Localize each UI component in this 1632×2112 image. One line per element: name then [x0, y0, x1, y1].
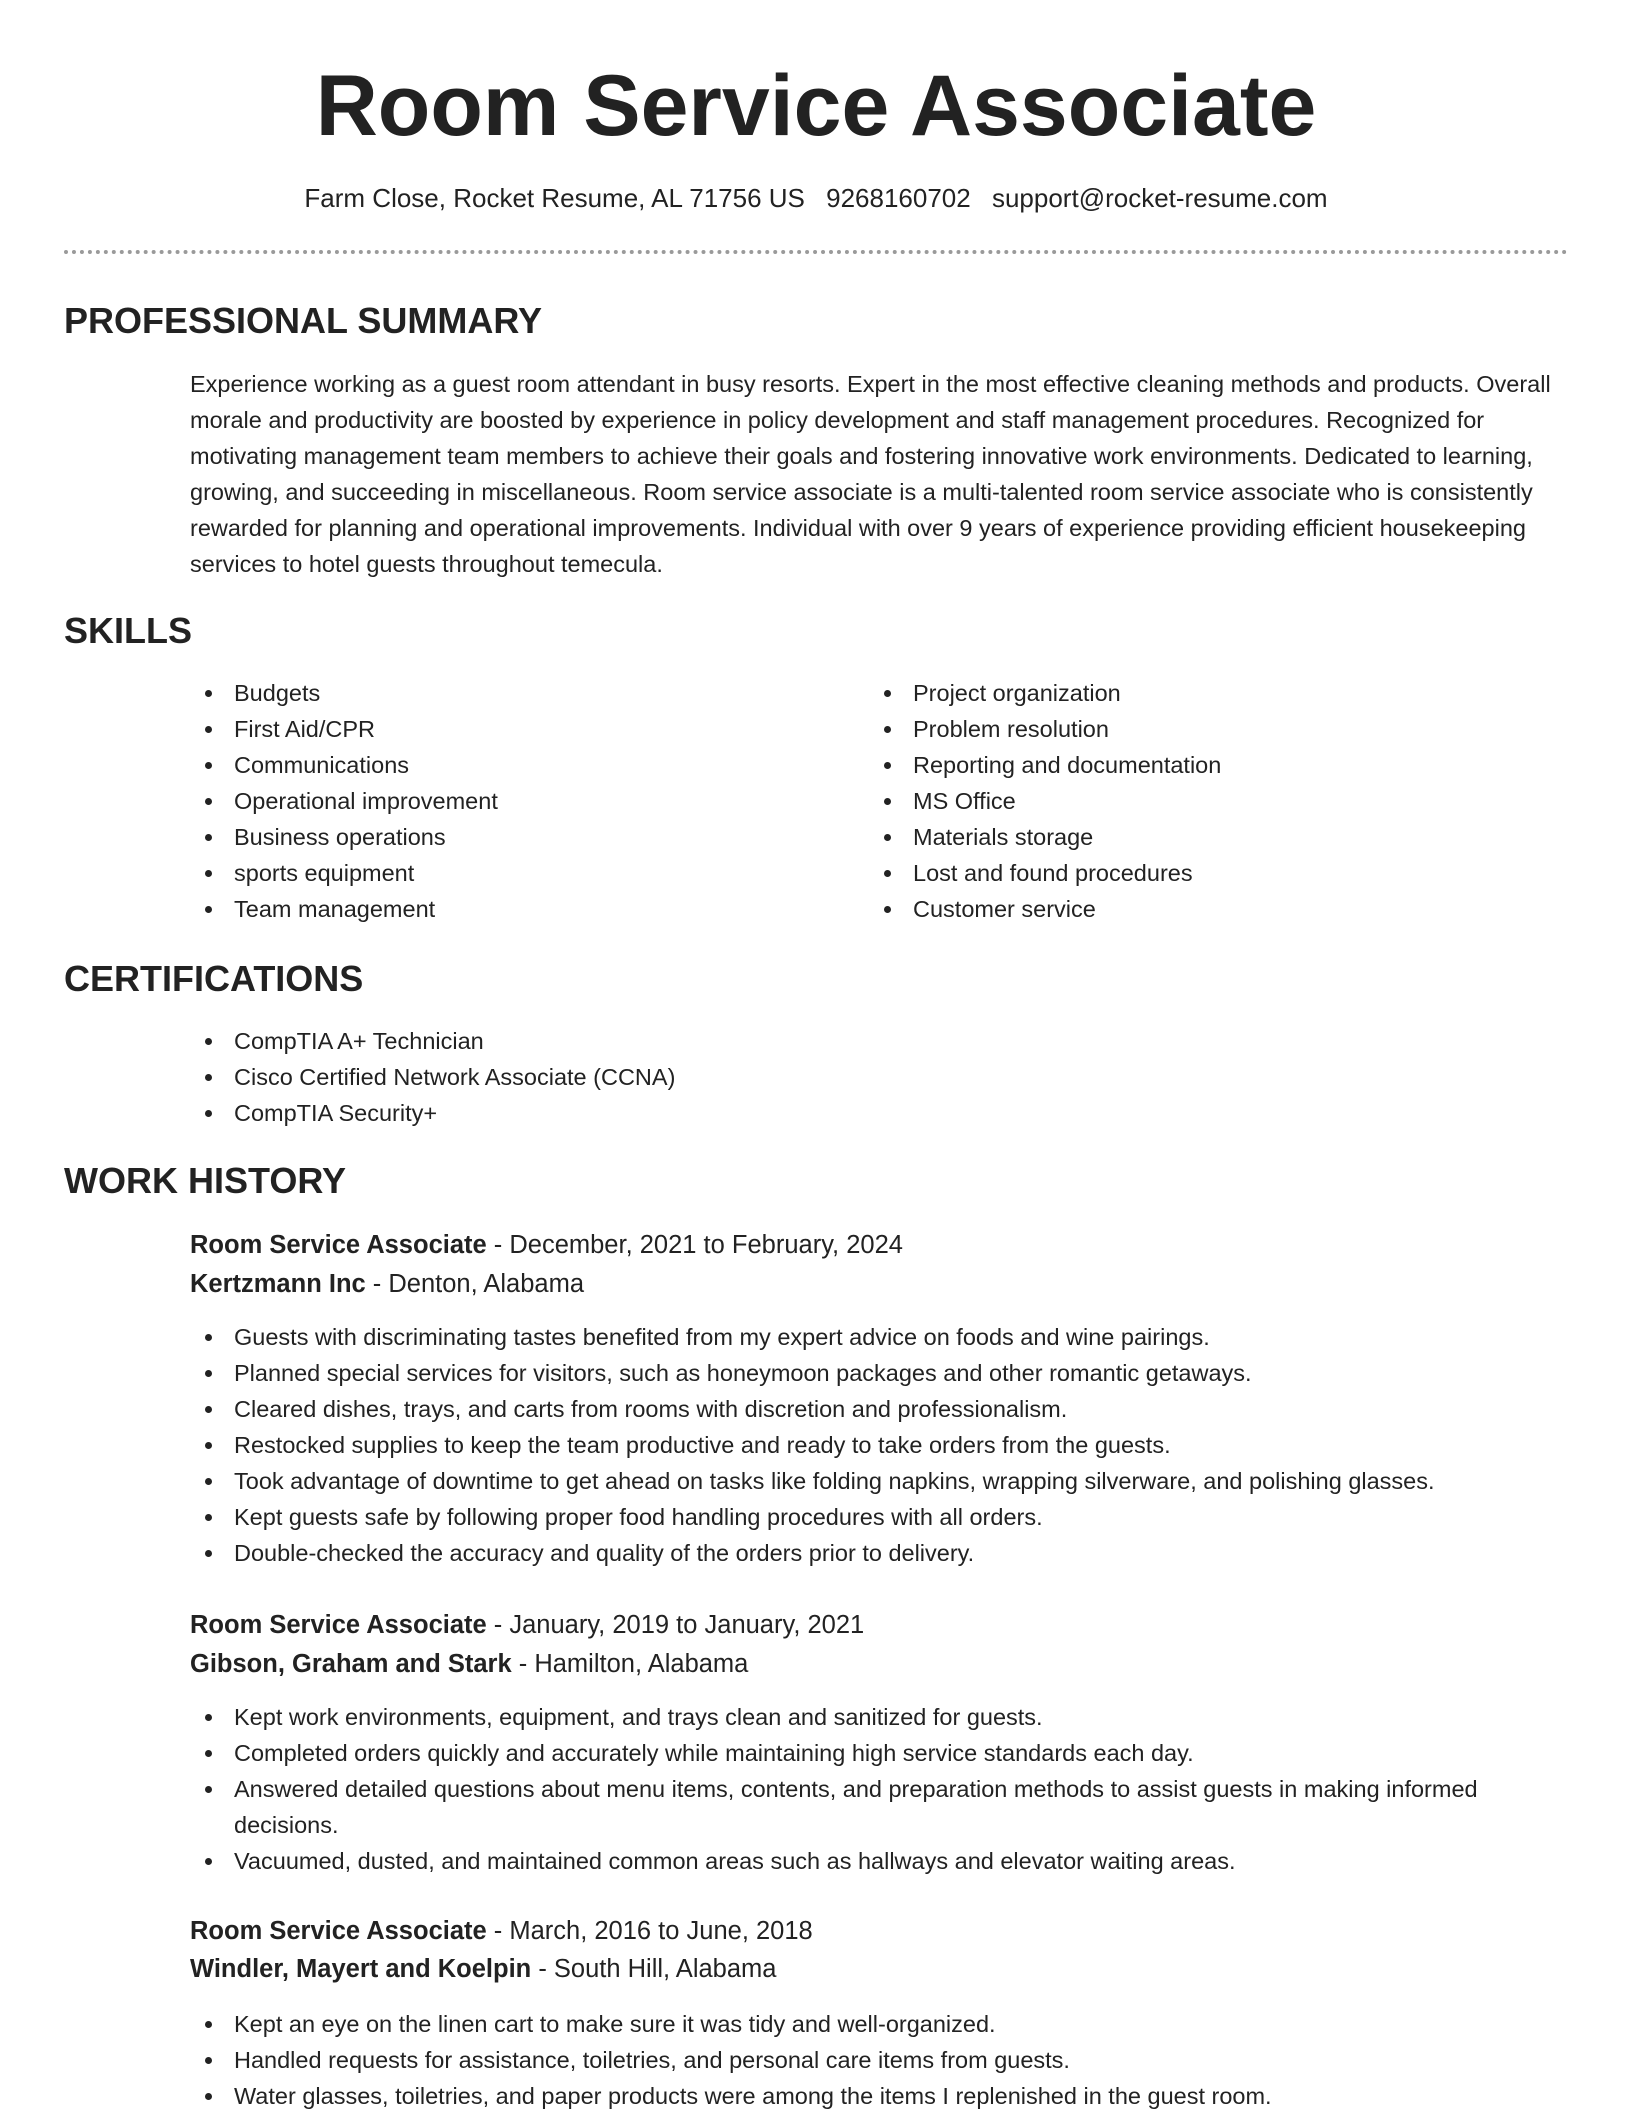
- job-bullet: Handled requests for assistance, toiletries, and personal care items from guests.: [190, 2042, 1565, 2078]
- certification-item: CompTIA Security+: [190, 1095, 1560, 1131]
- job-bullet: Kept work environments, equipment, and trays clean and sanitized for guests.: [190, 1699, 1565, 1735]
- job-dates: - March, 2016 to June, 2018: [486, 1917, 813, 1945]
- contact-phone: 9268160702: [826, 183, 971, 213]
- skill-item: Lost and found procedures: [869, 855, 1559, 891]
- job-bullet: Planned special services for visitors, such as honeymoon packages and other romantic getaways.: [190, 1355, 1565, 1391]
- job-title-line: [190, 1912, 813, 1950]
- job-bullets: [190, 1319, 1565, 1571]
- job-bullet: Kept guests safe by following proper food handling procedures with all orders.: [190, 1499, 1565, 1535]
- job-bullet: Kept an eye on the linen cart to make sure it was tidy and well-organized.: [190, 2006, 1565, 2042]
- contact-email: support@rocket-resume.com: [991, 183, 1328, 213]
- skill-item: sports equipment: [190, 855, 810, 891]
- job-company: Gibson, Graham and Stark: [190, 1650, 512, 1678]
- job-bullet: Double-checked the accuracy and quality of the orders prior to delivery.: [190, 1535, 1565, 1571]
- skill-item: Materials storage: [869, 819, 1559, 855]
- job-bullet: Water glasses, toiletries, and paper products were among the items I replenished in the guest room.: [190, 2078, 1565, 2112]
- skills-list-left: [190, 675, 810, 927]
- job-bullet: Vacuumed, dusted, and maintained common areas such as hallways and elevator waiting areas.: [190, 1843, 1565, 1879]
- skill-item: Project organization: [869, 675, 1559, 711]
- job-bullet: Guests with discriminating tastes benefited from my expert advice on foods and wine pairings.: [190, 1319, 1565, 1355]
- job-bullets: [190, 2006, 1565, 2112]
- job-company: Windler, Mayert and Koelpin: [190, 1955, 532, 1983]
- job-company-line: [190, 1645, 748, 1683]
- skill-item: Reporting and documentation: [869, 747, 1559, 783]
- skill-item: Team management: [190, 891, 810, 927]
- job-title: Room Service Associate: [190, 1231, 487, 1259]
- certification-item: Cisco Certified Network Associate (CCNA): [190, 1059, 1560, 1095]
- certification-item: CompTIA A+ Technician: [190, 1023, 1560, 1059]
- contact-address: Farm Close, Rocket Resume, AL 71756 US: [304, 183, 805, 213]
- job-dates: - December, 2021 to February, 2024: [486, 1231, 903, 1259]
- job-bullets: [190, 1699, 1565, 1879]
- job-location: - Denton, Alabama: [365, 1270, 584, 1298]
- skill-item: Business operations: [190, 819, 810, 855]
- job-title: Room Service Associate: [190, 1611, 487, 1639]
- job-bullet: Completed orders quickly and accurately while maintaining high service standards each day.: [190, 1735, 1565, 1771]
- job-company: Kertzmann Inc: [190, 1270, 366, 1298]
- section-title-work-history: WORK HISTORY: [64, 1160, 347, 1201]
- candidate-name: Room Service Associate: [315, 58, 1317, 154]
- skill-item: Problem resolution: [869, 711, 1559, 747]
- job-company-line: [190, 1265, 584, 1303]
- skill-item: MS Office: [869, 783, 1559, 819]
- job-bullet: Took advantage of downtime to get ahead on tasks like folding napkins, wrapping silverware, and polishing glasses.: [190, 1463, 1565, 1499]
- job-location: - South Hill, Alabama: [531, 1955, 777, 1983]
- skill-item: Communications: [190, 747, 810, 783]
- job-bullet: Restocked supplies to keep the team productive and ready to take orders from the guests.: [190, 1427, 1565, 1463]
- job-bullet: Answered detailed questions about menu items, contents, and preparation methods to assist guests in making informed decisions.: [190, 1771, 1565, 1843]
- job-title-line: [190, 1226, 903, 1264]
- skills-list-right: [869, 675, 1559, 927]
- skill-item: First Aid/CPR: [190, 711, 810, 747]
- job-company-line: [190, 1950, 776, 1988]
- job-bullet: Cleared dishes, trays, and carts from rooms with discretion and professionalism.: [190, 1391, 1565, 1427]
- skill-item: Operational improvement: [190, 783, 810, 819]
- job-dates: - January, 2019 to January, 2021: [486, 1611, 865, 1639]
- skill-item: Budgets: [190, 675, 810, 711]
- section-title-summary: PROFESSIONAL SUMMARY: [64, 300, 543, 341]
- header-divider: [64, 250, 1568, 254]
- job-location: - Hamilton, Alabama: [511, 1650, 749, 1678]
- certifications-list: [190, 1023, 1560, 1131]
- summary-text: Experience working as a guest room attendant in busy resorts. Expert in the most effective cleaning methods and products. Overall morale and productivity are boosted by experience in policy development and staff management procedures. Recognized for motivating management team members to achieve their goals and fostering innovative work environments. Dedicated to learning, growing, and succeeding in miscellaneous. Room service associate is a multi-talented room service associate who is consistently rewarded for planning and operational improvements. Individual with over 9 years of experience providing efficient housekeeping services to hotel guests throughout temecula.: [190, 371, 1551, 577]
- contact-line: [0, 180, 1632, 216]
- skill-item: Customer service: [869, 891, 1559, 927]
- section-title-certifications: CERTIFICATIONS: [64, 958, 364, 999]
- job-title-line: [190, 1606, 864, 1644]
- section-title-skills: SKILLS: [64, 610, 193, 651]
- job-title: Room Service Associate: [190, 1917, 487, 1945]
